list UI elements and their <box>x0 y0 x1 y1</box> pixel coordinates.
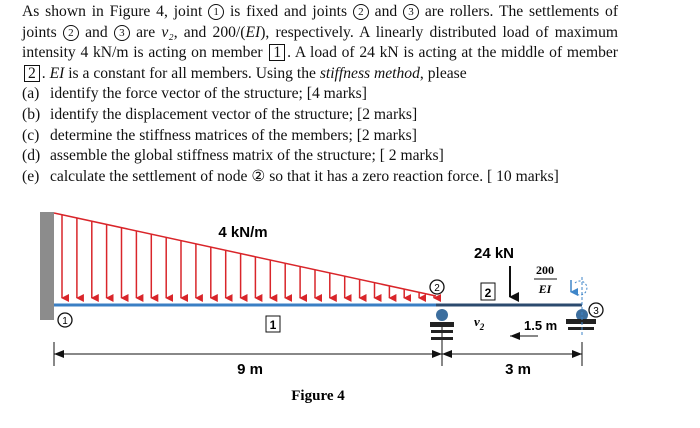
method-name: stiffness method <box>319 64 420 82</box>
member-2-box: 2 <box>24 65 40 82</box>
task-item: (e) calculate the settlement of node ② so that it has a zero reaction force. [ 10 marks] <box>22 167 559 185</box>
member-2-tag <box>481 283 495 300</box>
member-1-tag <box>266 316 280 332</box>
load-intensity-label: 4 kN/m <box>218 224 268 241</box>
svg-text:2: 2 <box>484 286 492 300</box>
joint-1-symbol: 1 <box>208 4 224 20</box>
task-item: (c) determine the stiffness matrices of the members; [2 marks] <box>22 126 417 144</box>
joint-3-marker <box>589 303 603 317</box>
svg-text:EI: EI <box>538 282 552 296</box>
svg-text:2: 2 <box>434 283 440 294</box>
svg-text:1: 1 <box>269 318 277 332</box>
svg-text:3: 3 <box>593 306 599 317</box>
roller-support-joint-2 <box>430 309 454 345</box>
settlement-3-label <box>534 263 557 296</box>
joint-1-marker <box>58 313 72 327</box>
figure-caption: Figure 4 <box>291 388 345 404</box>
task-item: (d) assemble the global stiffness matrix of the structure; [ 2 marks] <box>22 147 444 165</box>
joint-2-symbol-b: 2 <box>63 25 79 41</box>
ei-symbol-b: EI <box>49 64 65 82</box>
dim-span-2-label: 3 m <box>505 361 531 378</box>
settlement-3-curl <box>575 281 587 295</box>
member-1-box: 1 <box>269 44 285 61</box>
point-load-label: 24 kN <box>473 245 515 262</box>
fixed-support-wall <box>40 212 54 320</box>
joint-3-symbol-b: 3 <box>114 25 130 41</box>
dim-span-1-label: 9 m <box>237 361 263 378</box>
settlement-2-label: $v_2$ <box>474 314 485 332</box>
joint-2-symbol: 2 <box>353 4 369 20</box>
joint-3-symbol: 3 <box>403 4 419 20</box>
v2-symbol: v₂ <box>161 23 174 41</box>
ei-symbol: EI <box>245 23 261 41</box>
svg-text:1: 1 <box>62 316 68 327</box>
dim-half-member-2-label: 1.5 m <box>524 318 558 333</box>
joint-2-marker <box>430 280 444 294</box>
problem-intro: As shown in Figure 4, joint 1 is fixed and joints 2 and 3 are rollers. The settlements of joints 2 and 3 are v₂, and 200/(EI), respectively. A linearly distributed load of maximum intensity 4 kN/m is acting on member 1 . A load of 24 kN is acting at the middle of member 2 . EI is a constant for all members. Using the stiffness method, please <box>22 3 619 82</box>
task-item: (a) identify the force vector of the structure; [4 marks] <box>22 85 367 103</box>
task-item: (b) identify the displacement vector of the structure; [2 marks] <box>22 105 418 123</box>
svg-text:200: 200 <box>536 263 554 277</box>
